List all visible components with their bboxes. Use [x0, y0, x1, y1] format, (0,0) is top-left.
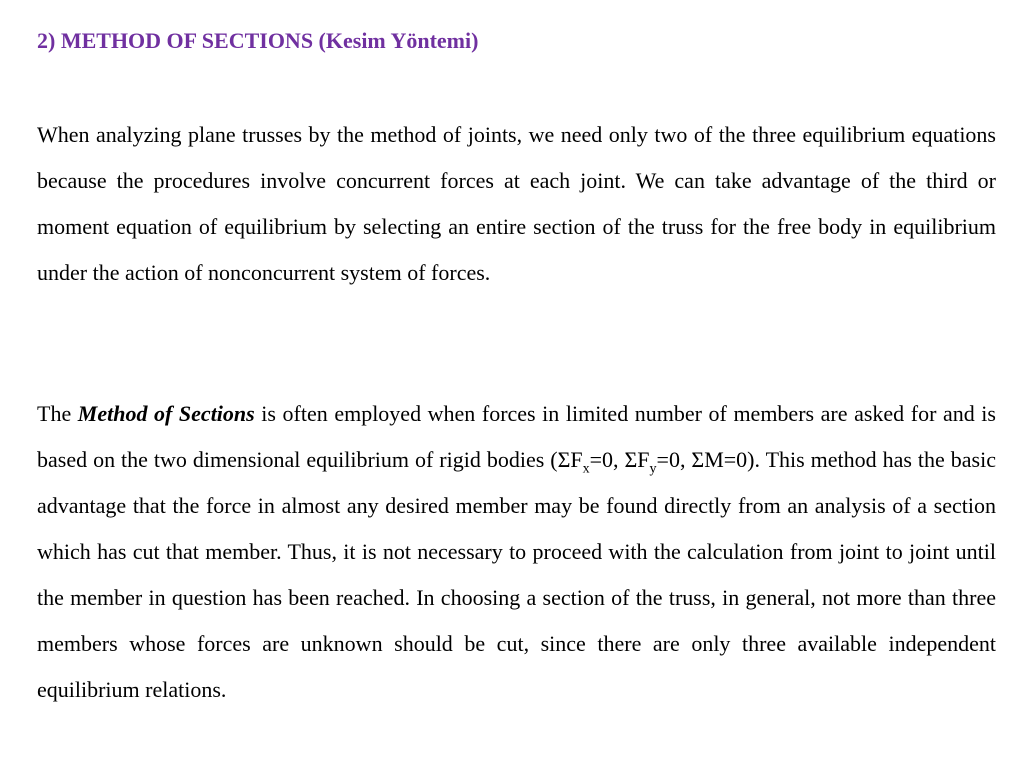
paragraph-method-of-joints: When analyzing plane trusses by the method of joints, we need only two of the three equilibrium equations because the procedures involve concurrent forces at each joint. We can take advantage of the third or moment equation of equilibrium by selecting an entire section of the truss for the free body in equilibrium under the action of nonconcurrent system of forces.	[37, 122, 996, 285]
subscript-x: x	[582, 461, 590, 477]
subscript-y: y	[649, 461, 657, 477]
paragraph-text-part1: is often employed when forces in limited number of members are asked for and is based on the two dimensional equilibrium of rigid bodies (ΣF	[37, 401, 996, 472]
paragraph-text-part3: =0, ΣM=0). This method has the basic advantage that the force in almost any desired member may be found directly from an analysis of a section which has cut that member. Thus, it is not necessary to proceed with the calculation from joint to joint until the member in question has been reached. In choosing a section of the truss, in general, not more than three members whose forces are unknown should be cut, since there are only three available independent equilibrium relations.	[37, 447, 996, 702]
paragraph-method-of-sections	[37, 391, 996, 713]
emphasized-term: Method of Sections	[77, 401, 255, 426]
paragraph-text-part2: =0, ΣF	[589, 447, 650, 472]
paragraph-intro: The	[37, 401, 78, 426]
section-heading: 2) METHOD OF SECTIONS (Kesim Yöntemi)	[37, 28, 479, 53]
